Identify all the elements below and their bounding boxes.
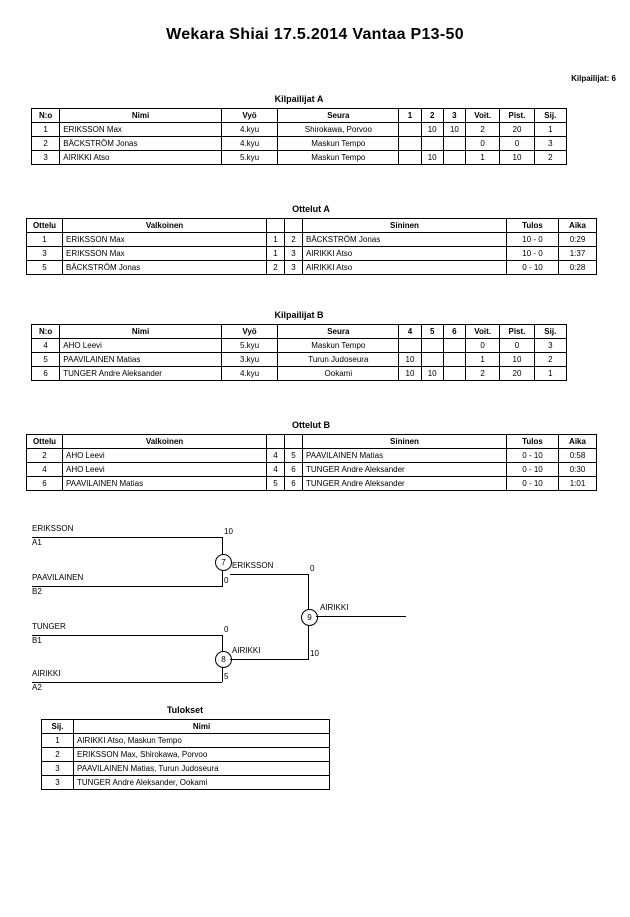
col-rank: Sij.	[534, 325, 566, 339]
cell-match-no: 6	[27, 477, 63, 491]
cell-match-no: 3	[27, 247, 63, 261]
col-blue: Sininen	[303, 219, 507, 233]
cell-rank: 3	[534, 339, 566, 353]
cell-no: 4	[32, 339, 60, 353]
results-table	[41, 719, 330, 790]
cell-white: BÄCKSTRÖM Jonas	[63, 261, 267, 275]
cell-match-no: 2	[27, 449, 63, 463]
cell-blue: AIRIKKI Atso	[303, 261, 507, 275]
cell-m4	[399, 339, 421, 353]
bracket-line	[32, 537, 222, 538]
bracket-entry-name: ERIKSSON	[32, 524, 74, 533]
cell-time: 0:29	[559, 233, 597, 247]
cell-m3	[443, 151, 465, 165]
cell-white-num: 4	[267, 449, 285, 463]
pool-a-title: Kilpailijat A	[274, 94, 324, 104]
col-m2: 2	[421, 109, 443, 123]
col-rank: Sij.	[42, 720, 74, 734]
cell-result: 0 - 10	[507, 449, 559, 463]
bracket-entry-name: TUNGER	[32, 622, 66, 631]
bracket-entry-score: 0	[224, 576, 229, 585]
table-row	[27, 233, 597, 247]
cell-rank: 3	[42, 776, 74, 790]
bracket-match7-score: 0	[310, 564, 315, 573]
matches-a-title: Ottelut A	[292, 204, 330, 214]
pool-a-table	[31, 108, 567, 165]
cell-points: 20	[500, 367, 534, 381]
cell-m6	[443, 353, 465, 367]
col-blue: Sininen	[303, 435, 507, 449]
table-header-row	[32, 109, 567, 123]
bracket-entry-seed: A1	[32, 538, 42, 547]
col-white-num	[267, 219, 285, 233]
cell-blue-num: 5	[285, 449, 303, 463]
cell-rank: 2	[534, 353, 566, 367]
cell-belt: 5.kyu	[221, 339, 278, 353]
bracket-line	[316, 616, 406, 617]
cell-result: 10 - 0	[507, 233, 559, 247]
table-row	[42, 776, 330, 790]
cell-no: 6	[32, 367, 60, 381]
col-m5: 5	[421, 325, 443, 339]
table-header-row	[27, 219, 597, 233]
cell-m4: 10	[399, 367, 421, 381]
col-blue-num	[285, 435, 303, 449]
col-match-no: Ottelu	[27, 435, 63, 449]
cell-belt: 4.kyu	[221, 123, 278, 137]
elimination-bracket	[28, 524, 448, 704]
col-club: Seura	[278, 325, 399, 339]
bracket-entry-seed: B2	[32, 587, 42, 596]
cell-blue-num: 2	[285, 233, 303, 247]
cell-m5	[421, 339, 443, 353]
cell-name: ERIKSSON Max, Shirokawa, Porvoo	[74, 748, 330, 762]
cell-match-no: 1	[27, 233, 63, 247]
cell-blue: TUNGER Andre Aleksander	[303, 463, 507, 477]
cell-belt: 4.kyu	[221, 367, 278, 381]
cell-m1	[399, 123, 421, 137]
table-row	[27, 261, 597, 275]
cell-belt: 4.kyu	[221, 137, 278, 151]
col-rank: Sij.	[534, 109, 566, 123]
cell-m2	[421, 137, 443, 151]
bracket-line	[32, 682, 222, 683]
page-title: Wekara Shiai 17.5.2014 Vantaa P13-50	[166, 26, 464, 43]
cell-wins: 2	[466, 123, 500, 137]
cell-club: Turun Judoseura	[278, 353, 399, 367]
matches-a-table	[26, 218, 597, 275]
cell-m2: 10	[421, 151, 443, 165]
table-row	[32, 367, 567, 381]
col-no: N:o	[32, 109, 60, 123]
cell-m5: 10	[421, 367, 443, 381]
table-row	[27, 477, 597, 491]
cell-white: PAAVILAINEN Matias	[63, 477, 267, 491]
cell-wins: 1	[466, 353, 500, 367]
col-wins: Voit.	[466, 325, 500, 339]
bracket-match-node-7: 7	[215, 554, 232, 571]
bracket-entry-score: 0	[224, 625, 229, 634]
cell-blue-num: 6	[285, 477, 303, 491]
cell-points: 0	[500, 137, 534, 151]
bracket-entry-score: 5	[224, 672, 229, 681]
cell-blue-num: 3	[285, 261, 303, 275]
cell-club: Ookami	[278, 367, 399, 381]
cell-blue: AIRIKKI Atso	[303, 247, 507, 261]
col-m4: 4	[399, 325, 421, 339]
cell-points: 20	[500, 123, 534, 137]
cell-wins: 2	[466, 367, 500, 381]
bracket-match7-winner: ERIKSSON	[232, 561, 274, 570]
col-name: Nimi	[60, 325, 222, 339]
col-points: Pist.	[500, 109, 534, 123]
cell-club: Maskun Tempo	[278, 339, 399, 353]
pool-b-block	[31, 310, 567, 381]
cell-result: 0 - 10	[507, 261, 559, 275]
table-row	[42, 734, 330, 748]
cell-m3	[443, 137, 465, 151]
cell-match-no: 5	[27, 261, 63, 275]
matches-a-block	[26, 204, 596, 275]
cell-result: 0 - 10	[507, 463, 559, 477]
table-row	[32, 151, 567, 165]
cell-time: 1:01	[559, 477, 597, 491]
cell-no: 2	[32, 137, 60, 151]
cell-points: 0	[500, 339, 534, 353]
table-row	[42, 748, 330, 762]
table-header-row	[32, 325, 567, 339]
table-row	[32, 137, 567, 151]
bracket-line	[230, 574, 308, 575]
cell-rank: 1	[534, 367, 566, 381]
cell-points: 10	[500, 151, 534, 165]
bracket-match-node-8: 8	[215, 651, 232, 668]
col-m1: 1	[399, 109, 421, 123]
cell-match-no: 4	[27, 463, 63, 477]
col-m3: 3	[443, 109, 465, 123]
cell-blue-num: 6	[285, 463, 303, 477]
matches-b-block	[26, 420, 596, 491]
table-row	[27, 449, 597, 463]
bracket-line	[32, 586, 222, 587]
col-name: Nimi	[74, 720, 330, 734]
col-white: Valkoinen	[63, 435, 267, 449]
cell-rank: 2	[534, 151, 566, 165]
col-club: Seura	[278, 109, 399, 123]
results-title: Tulokset	[166, 705, 204, 715]
cell-club: Maskun Tempo	[278, 151, 399, 165]
cell-name: PAAVILAINEN Matias, Turun Judoseura	[74, 762, 330, 776]
pool-b-title: Kilpailijat B	[274, 310, 324, 320]
col-result: Tulos	[507, 435, 559, 449]
cell-m1	[399, 137, 421, 151]
cell-white-num: 1	[267, 247, 285, 261]
competitors-count: Kilpailijat: 6	[571, 74, 616, 83]
cell-blue: TUNGER Andre Aleksander	[303, 477, 507, 491]
table-row	[27, 247, 597, 261]
table-header-row	[27, 435, 597, 449]
col-white-num	[267, 435, 285, 449]
cell-m6	[443, 339, 465, 353]
cell-m2: 10	[421, 123, 443, 137]
cell-time: 0:30	[559, 463, 597, 477]
cell-blue: BÄCKSTRÖM Jonas	[303, 233, 507, 247]
cell-white-num: 4	[267, 463, 285, 477]
cell-rank: 1	[534, 123, 566, 137]
bracket-line	[32, 635, 222, 636]
cell-name: AIRIKKI Atso	[60, 151, 222, 165]
cell-wins: 1	[466, 151, 500, 165]
bracket-entry-seed: A2	[32, 683, 42, 692]
cell-blue: PAAVILAINEN Matias	[303, 449, 507, 463]
cell-no: 3	[32, 151, 60, 165]
cell-wins: 0	[466, 137, 500, 151]
cell-m3: 10	[443, 123, 465, 137]
col-time: Aika	[559, 219, 597, 233]
cell-time: 1:37	[559, 247, 597, 261]
col-name: Nimi	[60, 109, 222, 123]
matches-b-title: Ottelut B	[292, 420, 330, 430]
cell-time: 0:58	[559, 449, 597, 463]
cell-white-num: 5	[267, 477, 285, 491]
cell-rank: 3	[534, 137, 566, 151]
cell-wins: 0	[466, 339, 500, 353]
cell-name: TUNGER Andre Aleksander, Ookami	[74, 776, 330, 790]
col-belt: Vyö	[221, 325, 278, 339]
cell-m4: 10	[399, 353, 421, 367]
cell-name: AHO Leevi	[60, 339, 222, 353]
col-no: N:o	[32, 325, 60, 339]
pool-b-table	[31, 324, 567, 381]
cell-white: ERIKSSON Max	[63, 233, 267, 247]
cell-name: ERIKSSON Max	[60, 123, 222, 137]
cell-white-num: 1	[267, 233, 285, 247]
cell-white-num: 2	[267, 261, 285, 275]
cell-name: TUNGER Andre Aleksander	[60, 367, 222, 381]
col-wins: Voit.	[466, 109, 500, 123]
table-row	[32, 339, 567, 353]
cell-no: 5	[32, 353, 60, 367]
document-page	[0, 26, 630, 917]
cell-no: 1	[32, 123, 60, 137]
cell-name: BÄCKSTRÖM Jonas	[60, 137, 222, 151]
cell-club: Shirokawa, Porvoo	[278, 123, 399, 137]
col-match-no: Ottelu	[27, 219, 63, 233]
col-m6: 6	[443, 325, 465, 339]
table-row	[42, 762, 330, 776]
cell-result: 10 - 0	[507, 247, 559, 261]
cell-time: 0:28	[559, 261, 597, 275]
col-time: Aika	[559, 435, 597, 449]
cell-rank: 2	[42, 748, 74, 762]
table-header-row	[42, 720, 330, 734]
cell-m1	[399, 151, 421, 165]
col-result: Tulos	[507, 219, 559, 233]
table-row	[27, 463, 597, 477]
pool-a-block	[31, 94, 567, 165]
bracket-match8-winner: AIRIKKI	[232, 646, 261, 655]
cell-rank: 1	[42, 734, 74, 748]
cell-points: 10	[500, 353, 534, 367]
cell-m5	[421, 353, 443, 367]
bracket-line	[230, 659, 308, 660]
cell-rank: 3	[42, 762, 74, 776]
col-points: Pist.	[500, 325, 534, 339]
col-belt: Vyö	[221, 109, 278, 123]
table-row	[32, 123, 567, 137]
table-row	[32, 353, 567, 367]
cell-white: ERIKSSON Max	[63, 247, 267, 261]
col-white: Valkoinen	[63, 219, 267, 233]
bracket-final-winner: AIRIKKI	[320, 603, 349, 612]
cell-name: AIRIKKI Atso, Maskun Tempo	[74, 734, 330, 748]
bracket-entry-name: AIRIKKI	[32, 669, 61, 678]
cell-belt: 3.kyu	[221, 353, 278, 367]
col-blue-num	[285, 219, 303, 233]
bracket-entry-name: PAAVILAINEN	[32, 573, 84, 582]
cell-blue-num: 3	[285, 247, 303, 261]
cell-name: PAAVILAINEN Matias	[60, 353, 222, 367]
results-block	[41, 705, 329, 790]
cell-m6	[443, 367, 465, 381]
cell-white: AHO Leevi	[63, 449, 267, 463]
bracket-match8-score: 10	[310, 649, 319, 658]
bracket-entry-score: 10	[224, 527, 233, 536]
cell-white: AHO Leevi	[63, 463, 267, 477]
cell-result: 0 - 10	[507, 477, 559, 491]
bracket-match-node-9: 9	[301, 609, 318, 626]
matches-b-table	[26, 434, 597, 491]
bracket-entry-seed: B1	[32, 636, 42, 645]
cell-club: Maskun Tempo	[278, 137, 399, 151]
cell-belt: 5.kyu	[221, 151, 278, 165]
